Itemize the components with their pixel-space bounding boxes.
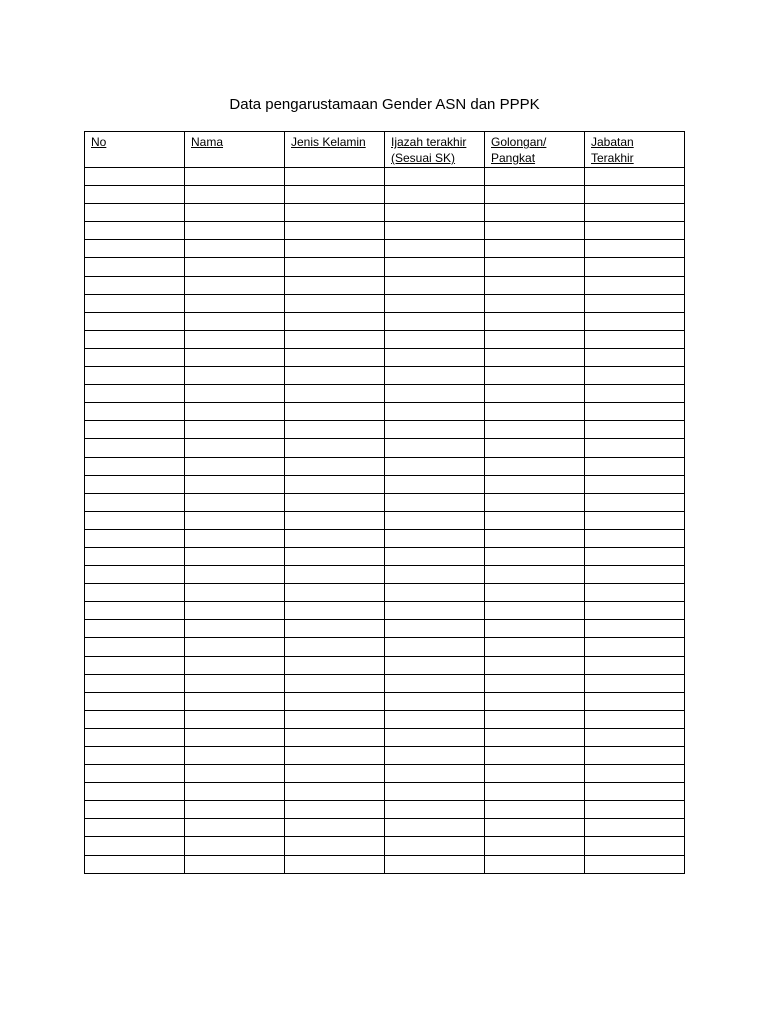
table-cell [85,312,185,330]
table-cell [285,728,385,746]
table-row [85,547,685,565]
table-cell [85,656,185,674]
table-cell [385,674,485,692]
table-cell [585,801,685,819]
table-cell [385,204,485,222]
table-cell [485,457,585,475]
table-cell [185,765,285,783]
table-cell [385,385,485,403]
table-cell [585,403,685,421]
table-cell [385,511,485,529]
table-cell [85,765,185,783]
table-cell [585,584,685,602]
table-cell [285,294,385,312]
table-cell [185,547,285,565]
header-label: Pangkat [491,151,536,165]
table-cell [585,511,685,529]
table-cell [285,258,385,276]
header-label: No [91,135,107,149]
header-cell-golongan-pangkat [485,132,585,168]
table-cell [185,602,285,620]
table-cell [85,493,185,511]
table-cell [385,240,485,258]
table-cell [285,529,385,547]
table-cell [585,674,685,692]
table-cell [185,457,285,475]
table-cell [485,258,585,276]
table-row [85,475,685,493]
table-cell [485,620,585,638]
table-cell [185,276,285,294]
table-cell [85,330,185,348]
header-label: (Sesuai SK) [391,151,456,165]
table-cell [85,837,185,855]
table-cell [385,403,485,421]
table-cell [585,747,685,765]
table-cell [285,186,385,204]
header-label: Jabatan [591,135,634,149]
table-cell [485,656,585,674]
table-cell [85,294,185,312]
table-cell [285,837,385,855]
table-cell [185,439,285,457]
table-cell [585,656,685,674]
table-cell [385,294,485,312]
table-cell [485,348,585,366]
table-cell [185,385,285,403]
table-cell [385,819,485,837]
table-cell [485,710,585,728]
table-cell [285,566,385,584]
table-row [85,602,685,620]
table-cell [85,566,185,584]
header-cell-ijazah-terakhir [385,132,485,168]
table-cell [285,674,385,692]
table-cell [85,403,185,421]
table-cell [485,801,585,819]
table-row [85,765,685,783]
table-cell [185,186,285,204]
table-row [85,493,685,511]
table-row [85,656,685,674]
table-cell [285,403,385,421]
table-cell [285,692,385,710]
table-row [85,367,685,385]
table-cell [585,765,685,783]
table-cell [385,312,485,330]
table-cell [185,475,285,493]
header-cell-no [85,132,185,168]
table-cell [85,276,185,294]
table-row [85,674,685,692]
table-cell [585,783,685,801]
table-cell [85,439,185,457]
table-cell [85,475,185,493]
table-cell [585,710,685,728]
table-row [85,421,685,439]
table-cell [385,602,485,620]
table-cell [485,168,585,186]
table-row [85,566,685,584]
table-cell [385,529,485,547]
table-cell [185,728,285,746]
table-cell [285,638,385,656]
table-cell [585,367,685,385]
table-row [85,511,685,529]
table-cell [285,330,385,348]
table-cell [585,258,685,276]
table-cell [385,783,485,801]
header-label: Jenis Kelamin [291,135,366,149]
table-cell [285,584,385,602]
table-cell [285,439,385,457]
table-cell [485,855,585,873]
table-cell [485,819,585,837]
table-cell [485,367,585,385]
table-cell [85,819,185,837]
table-cell [485,294,585,312]
table-row [85,584,685,602]
table-cell [285,348,385,366]
table-cell [185,620,285,638]
table-cell [185,801,285,819]
table-row [85,348,685,366]
table-cell [585,186,685,204]
table-cell [285,801,385,819]
table-cell [285,385,385,403]
table-cell [185,168,285,186]
table-cell [285,222,385,240]
header-label: Terakhir [591,151,634,165]
table-cell [585,240,685,258]
table-cell [485,584,585,602]
table-header-row [85,132,685,168]
table-cell [585,457,685,475]
table-row [85,855,685,873]
table-cell [585,204,685,222]
table-cell [85,186,185,204]
table-cell [85,547,185,565]
table-cell [85,348,185,366]
table-cell [185,511,285,529]
table-cell [385,710,485,728]
table-cell [185,222,285,240]
table-cell [285,656,385,674]
table-cell [85,783,185,801]
table-cell [285,747,385,765]
table-cell [485,385,585,403]
table-cell [285,493,385,511]
table-cell [485,439,585,457]
table-cell [185,855,285,873]
table-cell [385,222,485,240]
table-row [85,258,685,276]
table-cell [285,240,385,258]
table-cell [185,656,285,674]
table-cell [85,747,185,765]
table-body [85,168,685,874]
table-cell [285,819,385,837]
table-cell [185,204,285,222]
table-cell [185,584,285,602]
table-cell [585,638,685,656]
table-cell [585,276,685,294]
table-cell [485,204,585,222]
table-cell [485,276,585,294]
table-cell [85,674,185,692]
table-cell [185,421,285,439]
table-cell [285,765,385,783]
table-cell [85,367,185,385]
table-cell [585,837,685,855]
table-cell [385,258,485,276]
table-cell [85,421,185,439]
table-cell [485,493,585,511]
table-cell [485,837,585,855]
table-cell [85,457,185,475]
table-cell [485,674,585,692]
table-cell [585,439,685,457]
table-cell [485,186,585,204]
table-row [85,403,685,421]
table-cell [385,547,485,565]
table-row [85,168,685,186]
table-row [85,801,685,819]
table-cell [385,367,485,385]
table-cell [85,602,185,620]
table-cell [185,312,285,330]
header-cell-nama [185,132,285,168]
table-row [85,276,685,294]
table-cell [85,692,185,710]
data-table [84,131,685,874]
table-cell [285,204,385,222]
table-cell [185,330,285,348]
table-row [85,330,685,348]
table-cell [385,457,485,475]
table-cell [385,692,485,710]
table-cell [485,511,585,529]
table-cell [585,602,685,620]
table-cell [585,855,685,873]
table-cell [185,692,285,710]
table-cell [585,493,685,511]
table-cell [585,819,685,837]
table-row [85,294,685,312]
table-cell [85,620,185,638]
table-cell [485,403,585,421]
table-cell [385,747,485,765]
table-cell [485,240,585,258]
table-cell [585,348,685,366]
table-cell [385,638,485,656]
table-cell [485,747,585,765]
table-cell [485,475,585,493]
table-cell [385,656,485,674]
table-cell [285,475,385,493]
table-cell [485,692,585,710]
table-cell [285,602,385,620]
table-cell [485,602,585,620]
table-row [85,620,685,638]
table-cell [185,747,285,765]
table-cell [85,801,185,819]
table-cell [185,674,285,692]
table-cell [285,276,385,294]
table-cell [185,638,285,656]
table-cell [585,294,685,312]
table-cell [185,837,285,855]
table-cell [385,439,485,457]
table-cell [285,783,385,801]
table-cell [485,421,585,439]
table-cell [385,168,485,186]
table-row [85,312,685,330]
table-cell [85,511,185,529]
table-cell [285,168,385,186]
table-cell [285,855,385,873]
document-title: Data pengarustamaan Gender ASN dan PPPK [229,96,540,113]
table-cell [585,475,685,493]
table-cell [585,312,685,330]
table-cell [185,294,285,312]
table-cell [485,566,585,584]
table-cell [485,222,585,240]
table-cell [185,710,285,728]
table-cell [385,801,485,819]
header-cell-jenis-kelamin [285,132,385,168]
table-cell [385,330,485,348]
table-row [85,692,685,710]
table-row [85,638,685,656]
table-row [85,837,685,855]
table-cell [585,620,685,638]
table-cell [585,222,685,240]
table-cell [585,168,685,186]
table-row [85,747,685,765]
table-cell [185,566,285,584]
table-cell [85,204,185,222]
table-cell [485,728,585,746]
table-row [85,385,685,403]
table-cell [85,240,185,258]
table-row [85,240,685,258]
table-cell [85,222,185,240]
table-cell [85,584,185,602]
table-cell [185,529,285,547]
table-cell [185,493,285,511]
table-cell [385,584,485,602]
table-cell [485,312,585,330]
header-cell-jabatan-terakhir [585,132,685,168]
table-cell [85,638,185,656]
table-cell [185,367,285,385]
table-row [85,529,685,547]
table-cell [385,186,485,204]
table-cell [285,511,385,529]
table-cell [385,837,485,855]
table-cell [485,765,585,783]
table-cell [385,348,485,366]
table-cell [385,620,485,638]
table-cell [485,529,585,547]
table-cell [585,547,685,565]
table-cell [285,547,385,565]
table-cell [85,710,185,728]
table-cell [85,855,185,873]
table-cell [385,728,485,746]
table-cell [485,783,585,801]
table-cell [385,493,485,511]
table-cell [385,276,485,294]
table-cell [185,403,285,421]
table-cell [585,692,685,710]
table-row [85,457,685,475]
table-cell [85,168,185,186]
table-cell [85,258,185,276]
table-cell [385,765,485,783]
table-cell [185,819,285,837]
table-cell [185,258,285,276]
table-cell [285,312,385,330]
table-cell [385,566,485,584]
table-cell [85,385,185,403]
table-cell [385,855,485,873]
table-cell [185,348,285,366]
table-cell [585,728,685,746]
table-cell [385,475,485,493]
table-cell [285,710,385,728]
table-row [85,728,685,746]
table-cell [185,783,285,801]
table-cell [285,421,385,439]
table-cell [485,547,585,565]
table-cell [385,421,485,439]
table-row [85,783,685,801]
header-label: Golongan/ [491,135,547,149]
table-row [85,222,685,240]
table-cell [585,529,685,547]
table-cell [285,457,385,475]
table-row [85,710,685,728]
table-cell [285,367,385,385]
table-cell [585,330,685,348]
header-label: Ijazah terakhir [391,135,467,149]
table-row [85,186,685,204]
table-cell [485,638,585,656]
table-cell [85,728,185,746]
table-cell [585,421,685,439]
table-row [85,439,685,457]
table-row [85,819,685,837]
table-row [85,204,685,222]
table-cell [585,385,685,403]
table-cell [485,330,585,348]
table-cell [285,620,385,638]
table-cell [585,566,685,584]
table-cell [85,529,185,547]
header-label: Nama [191,135,224,149]
table-cell [185,240,285,258]
